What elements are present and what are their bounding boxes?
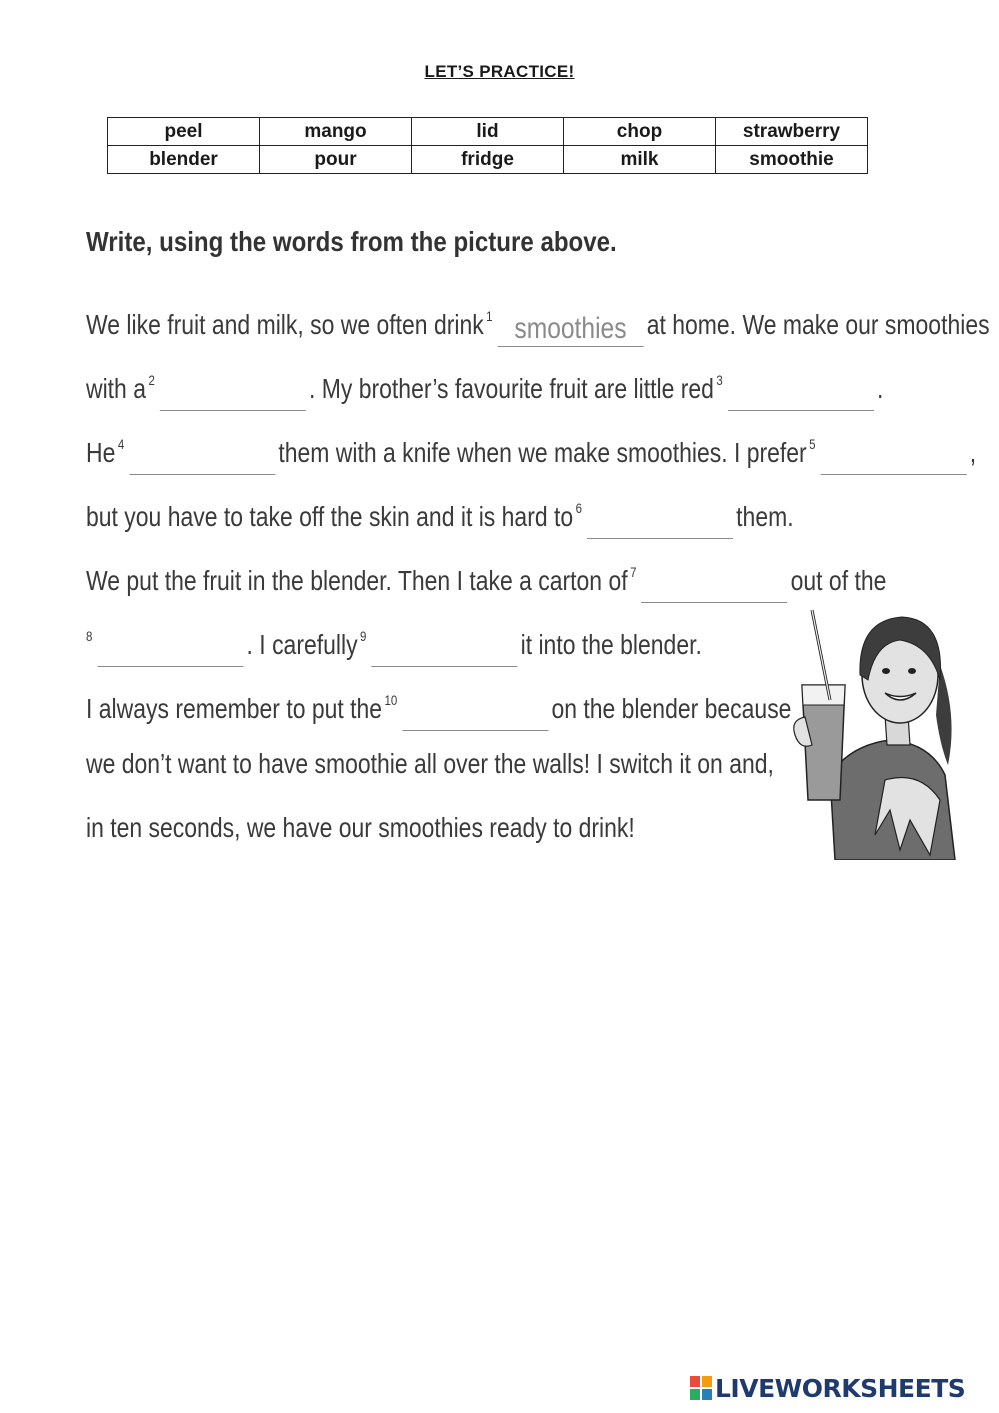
answer-blank-9[interactable] bbox=[371, 632, 517, 667]
page-title: LET’S PRACTICE! bbox=[424, 62, 575, 81]
text-line-5 bbox=[86, 550, 886, 594]
word-cell: pour bbox=[260, 146, 412, 174]
text-line-1 bbox=[86, 294, 990, 345]
answer-blank-3[interactable] bbox=[728, 376, 874, 411]
word-bank-row bbox=[108, 146, 868, 174]
line-text: it into the blender. bbox=[520, 629, 702, 660]
blank-number: 10 bbox=[384, 692, 398, 708]
blank-number: 9 bbox=[360, 628, 367, 644]
line-text: at home. We make our smoothies bbox=[646, 309, 990, 340]
line-text: them with a knife when we make smoothies. I prefer bbox=[278, 437, 807, 468]
line-text: We like fruit and milk, so we often drink bbox=[86, 309, 484, 340]
word-cell: mango bbox=[260, 118, 412, 146]
answer-blank-10[interactable] bbox=[402, 696, 548, 731]
word-bank-table bbox=[107, 117, 868, 174]
line-text: We put the fruit in the blender. Then I take a carton of bbox=[86, 565, 628, 596]
line-text: , bbox=[969, 437, 977, 468]
line-text: I always remember to put the bbox=[86, 693, 383, 724]
text-line-9 bbox=[86, 806, 635, 850]
text-line-3 bbox=[86, 422, 976, 466]
text-line-7 bbox=[86, 678, 791, 722]
answer-blank-1[interactable]: smoothies bbox=[497, 312, 643, 347]
line-text: . bbox=[876, 373, 884, 404]
word-cell: lid bbox=[412, 118, 564, 146]
word-cell: strawberry bbox=[716, 118, 868, 146]
answer-blank-7[interactable] bbox=[641, 568, 787, 603]
line-text: He bbox=[86, 437, 116, 468]
blank-number: 1 bbox=[486, 308, 493, 324]
word-bank-row bbox=[108, 118, 868, 146]
blank-number: 4 bbox=[117, 436, 125, 452]
answer-blank-6[interactable] bbox=[587, 504, 733, 539]
word-cell: milk bbox=[564, 146, 716, 174]
blank-number: 6 bbox=[575, 500, 583, 516]
blank-number: 5 bbox=[809, 436, 816, 452]
answer-blank-8[interactable] bbox=[97, 632, 243, 667]
line-text: on the blender because bbox=[551, 693, 792, 724]
text-line-4 bbox=[86, 486, 794, 530]
line-text: with a bbox=[86, 373, 146, 404]
text-line-2 bbox=[86, 358, 883, 402]
answer-blank-4[interactable] bbox=[129, 440, 275, 475]
blank-number: 2 bbox=[148, 372, 155, 388]
line-text: them. bbox=[736, 501, 794, 532]
text-line-6 bbox=[86, 614, 702, 658]
word-cell: fridge bbox=[412, 146, 564, 174]
line-text: out of the bbox=[790, 565, 887, 596]
blank-number: 8 bbox=[86, 628, 93, 644]
line-text: in ten seconds, we have our smoothies ready to drink! bbox=[86, 812, 635, 843]
liveworksheets-logo-icon bbox=[690, 1376, 712, 1400]
liveworksheets-logo bbox=[690, 1374, 965, 1402]
word-cell: smoothie bbox=[716, 146, 868, 174]
word-cell: blender bbox=[108, 146, 260, 174]
blank-number: 7 bbox=[630, 564, 637, 580]
brand-name: LIVEWORKSHEETS bbox=[715, 1373, 966, 1403]
girl-with-smoothie-illustration bbox=[790, 605, 960, 860]
line-text: but you have to take off the skin and it is hard to bbox=[86, 501, 574, 532]
answer-blank-2[interactable] bbox=[160, 376, 306, 411]
instructions-heading: Write, using the words from the picture above. bbox=[86, 226, 617, 257]
text-line-8 bbox=[86, 742, 774, 786]
line-text: . I carefully bbox=[246, 629, 358, 660]
word-cell: chop bbox=[564, 118, 716, 146]
answer-blank-5[interactable] bbox=[820, 440, 966, 475]
blank-number: 3 bbox=[716, 372, 723, 388]
line-text: . My brother’s favourite fruit are little red bbox=[309, 373, 714, 404]
line-text: we don’t want to have smoothie all over the walls! I switch it on and, bbox=[86, 748, 774, 779]
word-cell: peel bbox=[108, 118, 260, 146]
